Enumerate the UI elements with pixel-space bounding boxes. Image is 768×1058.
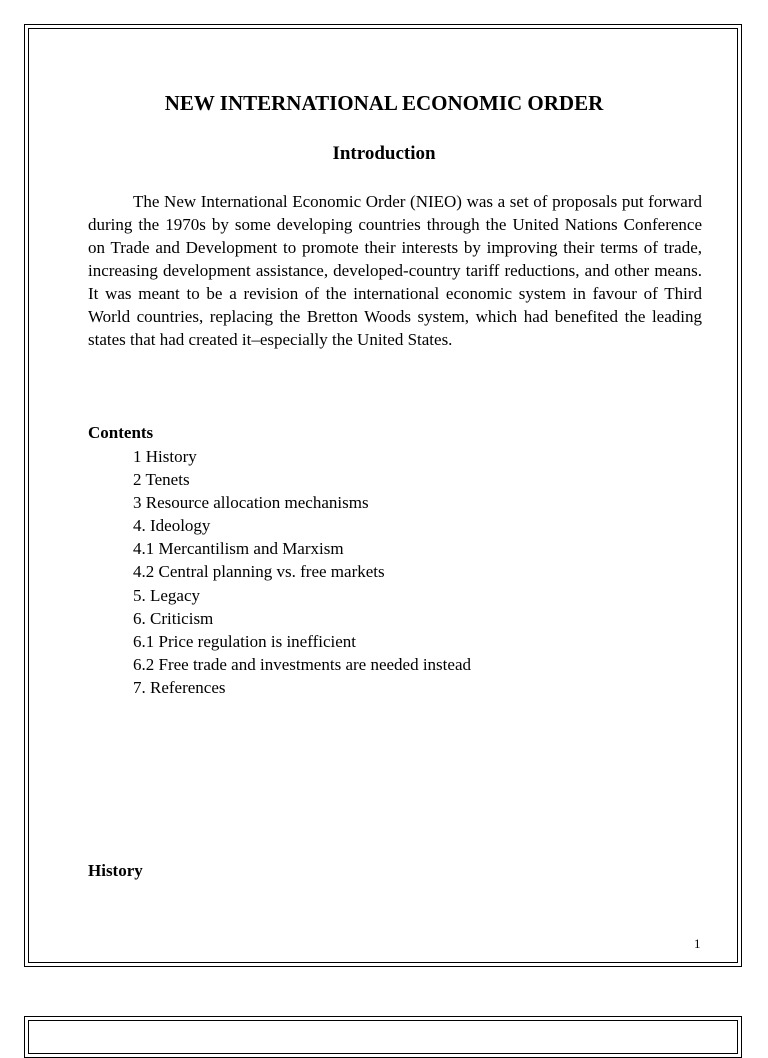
contents-item: 6.2 Free trade and investments are needed instead — [133, 654, 471, 674]
contents-list — [133, 445, 471, 699]
contents-item: 4.1 Mercantilism and Marxism — [133, 539, 344, 559]
next-page-border-inner — [28, 1020, 738, 1054]
contents-item: 6.1 Price regulation is inefficient — [133, 631, 356, 651]
page-number: 1 — [694, 936, 701, 951]
contents-heading: Contents — [88, 423, 154, 442]
history-heading: History — [88, 861, 143, 880]
contents-item: 1 History — [133, 447, 197, 466]
introduction-paragraph: The New International Economic Order (NIEO) was a set of proposals put forward during the 1970s by some developing countries through the United Nations Conference on Trade and Development to promote their interests by improving their terms of trade, increasing development assistance, developed-country tariff reductions, and other means. It was meant to be a revision of the international economic system in favour of Third World countries, replacing the Bretton Woods system, which had benefited the leading states that had created it–especially the United States. — [88, 192, 702, 349]
next-page-border-outer — [24, 1016, 742, 1058]
contents-item: 2 Tenets — [133, 470, 190, 490]
contents-item: 4.2 Central planning vs. free markets — [133, 562, 385, 582]
contents-item: 3 Resource allocation mechanisms — [133, 493, 369, 513]
contents-item: 6. Criticism — [133, 608, 214, 628]
document-title: NEW INTERNATIONAL ECONOMIC ORDER — [164, 91, 604, 115]
contents-item: 5. Legacy — [133, 585, 201, 605]
introduction-heading: Introduction — [332, 143, 436, 164]
contents-item: 4. Ideology — [133, 516, 211, 536]
contents-item: 7. References — [133, 677, 226, 697]
